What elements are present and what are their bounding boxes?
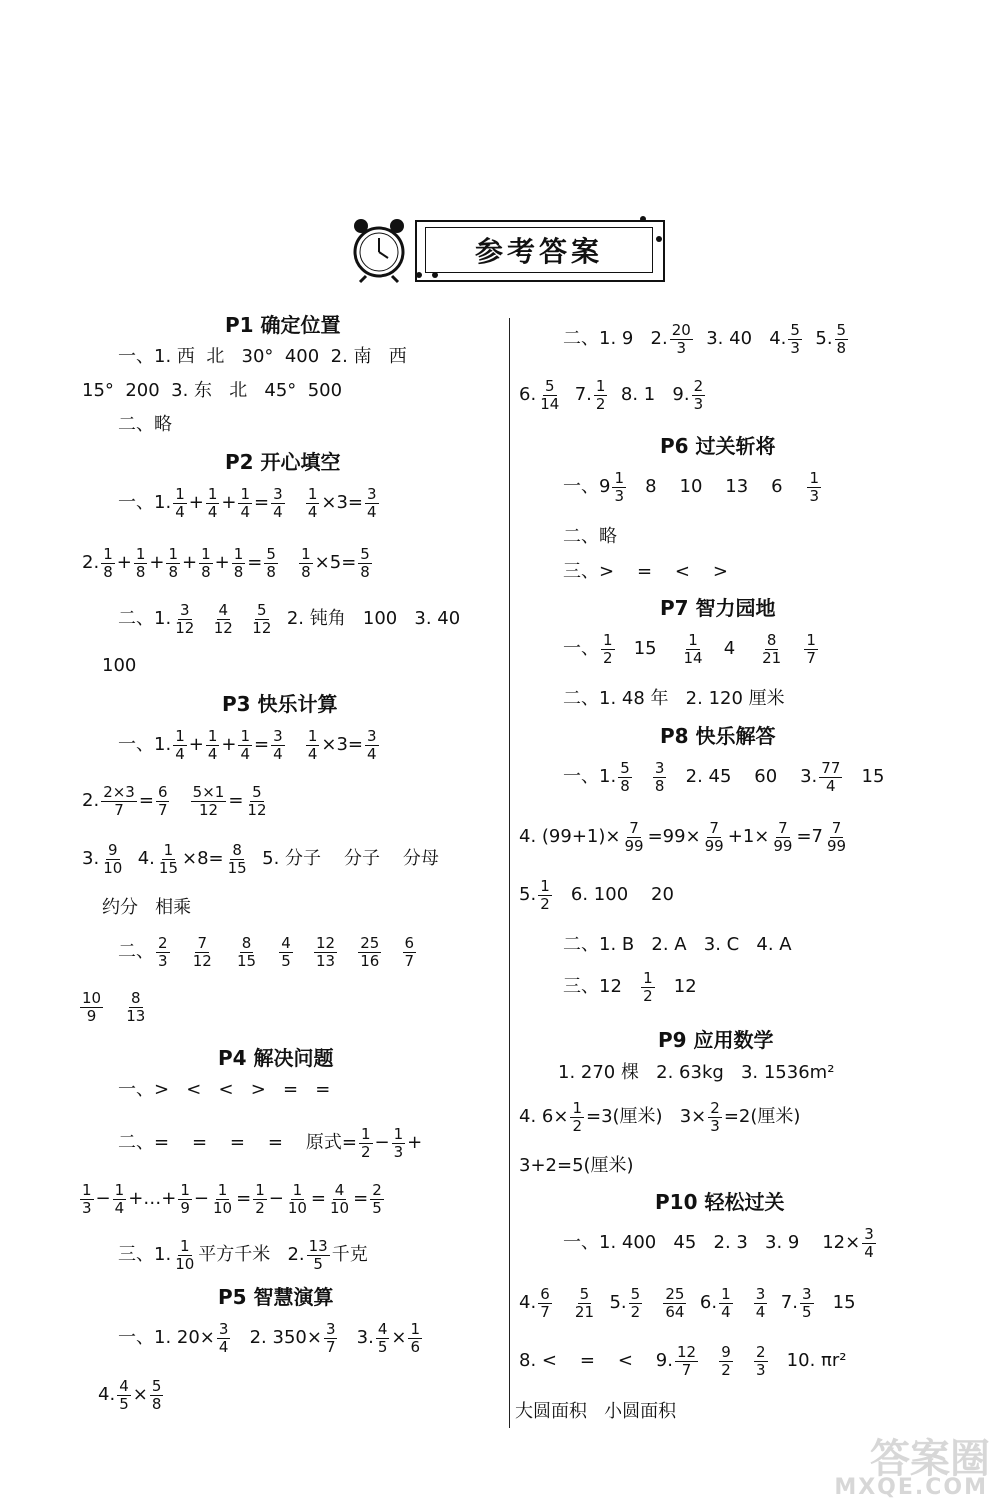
answer-line: 二、略 (563, 526, 617, 547)
watermark-logo: 答案圈 (870, 1436, 990, 1482)
answer-line: 一、1. 400 45 2. 3 3. 9 12× $\frac{3}{4}$ (563, 1225, 874, 1261)
answer-line: 4. $\frac{4}{5}$ × $\frac{5}{8}$ (98, 1377, 162, 1413)
clock-logo (348, 214, 410, 284)
answer-line: 一、9 $\frac{1}{3}$ 8 10 13 6 $\frac{1}{3}$ (563, 469, 819, 505)
answer-line: 二、1. 9 2. $\frac{20}{3}$ 3. 40 4. $\frac{5}{3}$ 5. $\frac{5}{8}$ (563, 321, 847, 357)
answer-line: 15° 200 3. 东 北 45° 500 (82, 380, 343, 401)
watermark-url: MXQE.COM (834, 1475, 988, 1500)
answer-line: 二、1. B 2. A 3. C 4. A (563, 934, 792, 955)
answer-line: 2. $\frac{2\times 3}{7}$ = $\frac{6}{7}$ $\frac{5\times 1}{12}$ = $\frac{5}{12}$ (82, 783, 267, 819)
section-heading-p5: P5 智慧演算 (218, 1285, 334, 1309)
answer-line: 1. 270 棵 2. 63kg 3. 1536m² (558, 1062, 835, 1083)
corner-dot (432, 272, 438, 278)
answer-line: 2. $\frac{1}{8}$ + $\frac{1}{8}$ + $\frac{1}{8}$ + $\frac{1}{8}$ + $\frac{1}{8}$ = $\frac{5}{8}$ $\frac{1}{8}$ ×5= $\frac{5}{8}$ (82, 545, 370, 581)
answer-line: 一、1. $\frac{1}{4}$ + $\frac{1}{4}$ + $\frac{1}{4}$ = $\frac{3}{4}$ $\frac{1}{4}$ ×3= $\frac{3}{4}$ (118, 727, 377, 763)
answer-line: 一、1. 西 北 30° 400 2. 南 西 (118, 346, 407, 367)
answer-line: 4. (99+1)× $\frac{7}{99}$ =99× $\frac{7}{99}$ +1× $\frac{7}{99}$ =7 $\frac{7}{99}$ (519, 819, 847, 855)
answer-line: 三、12 $\frac{1}{2}$ 12 (563, 969, 697, 1005)
answer-line: 8. < = < 9. $\frac{12}{7}$ $\frac{9}{2}$ $\frac{2}{3}$ 10. πr² (519, 1343, 847, 1379)
answer-line: 二、1. 48 年 2. 120 厘米 (563, 688, 785, 709)
section-heading-p6: P6 过关斩将 (660, 434, 776, 458)
answer-line: 3+2=5(厘米) (519, 1155, 634, 1176)
section-heading-p9: P9 应用数学 (658, 1028, 774, 1052)
column-divider (509, 318, 510, 1428)
answer-line: 大圆面积 小圆面积 (515, 1401, 677, 1422)
answer-line: 一、1. $\frac{5}{8}$ $\frac{3}{8}$ 2. 45 60 3. $\frac{77}{4}$ 15 (563, 759, 885, 795)
answer-line: 一、> < < > = = (118, 1079, 331, 1100)
answer-line: 一、 $\frac{1}{2}$ 15 $\frac{1}{14}$ 4 $\frac{8}{21}$ $\frac{1}{7}$ (563, 631, 816, 667)
corner-dot (640, 216, 646, 222)
answer-line: 二、 $\frac{2}{3}$ $\frac{7}{12}$ $\frac{8}{15}$ $\frac{4}{5}$ $\frac{12}{13}$ $\frac{25}{16}$ $\frac{6}{7}$ (118, 934, 415, 970)
section-heading-p7: P7 智力园地 (660, 596, 776, 620)
answer-line: $\frac{10}{9}$ $\frac{8}{13}$ (82, 989, 146, 1025)
answer-line: 二、略 (118, 414, 172, 435)
answer-line: 三、> = < > (563, 561, 728, 582)
corner-dot (416, 272, 422, 278)
section-heading-p2: P2 开心填空 (225, 450, 341, 474)
section-heading-p8: P8 快乐解答 (660, 724, 776, 748)
answer-line: 3. $\frac{9}{10}$ 4. $\frac{1}{15}$ ×8= $\frac{8}{15}$ 5. 分子 分子 分母 (82, 841, 439, 877)
answer-line: 4. $\frac{6}{7}$ $\frac{5}{21}$ 5. $\frac{5}{2}$ $\frac{25}{64}$ 6. $\frac{1}{4}$ $\frac{3}{4}$ 7. $\frac{3}{5}$ 15 (519, 1285, 856, 1321)
answer-line: 三、1. $\frac{1}{10}$ 平方千米 2. $\frac{13}{5}$ 千克 (118, 1237, 368, 1273)
answer-line: 6. $\frac{5}{14}$ 7. $\frac{1}{2}$ 8. 1 9. $\frac{2}{3}$ (519, 377, 704, 413)
answer-line: 5. $\frac{1}{2}$ 6. 100 20 (519, 877, 674, 913)
answer-line: 4. 6× $\frac{1}{2}$ =3(厘米) 3× $\frac{2}{3}$ =2(厘米) (519, 1099, 801, 1135)
section-heading-p1: P1 确定位置 (225, 313, 341, 337)
answer-line: 二、= = = = 原式= $\frac{1}{2}$ − $\frac{1}{3}$ + (118, 1125, 423, 1161)
page-title: 参考答案 (474, 235, 603, 268)
answer-line: $\frac{1}{3}$ − $\frac{1}{4}$ +…+ $\frac{1}{9}$ − $\frac{1}{10}$ = $\frac{1}{2}$ − $\frac{1}{10}$ = $\frac{4}{10}$ = $\frac{2}{5}$ (82, 1181, 382, 1217)
title-inner-frame (425, 227, 653, 273)
corner-dot (656, 236, 662, 242)
section-heading-p3: P3 快乐计算 (222, 692, 338, 716)
section-heading-p4: P4 解决问题 (218, 1046, 334, 1070)
answer-line: 一、1. 20× $\frac{3}{4}$ 2. 350× $\frac{3}{7}$ 3. $\frac{4}{5}$ × $\frac{1}{6}$ (118, 1320, 421, 1356)
answer-line: 100 (102, 655, 137, 676)
answer-line: 一、1. $\frac{1}{4}$ + $\frac{1}{4}$ + $\frac{1}{4}$ = $\frac{3}{4}$ $\frac{1}{4}$ ×3= $\frac{3}{4}$ (118, 485, 377, 521)
answer-line: 二、1. $\frac{3}{12}$ $\frac{4}{12}$ $\frac{5}{12}$ 2. 钝角 100 3. 40 (118, 601, 461, 637)
section-heading-p10: P10 轻松过关 (655, 1190, 785, 1214)
alarm-clock-icon (348, 214, 410, 284)
answer-line: 约分 相乘 (102, 897, 192, 918)
